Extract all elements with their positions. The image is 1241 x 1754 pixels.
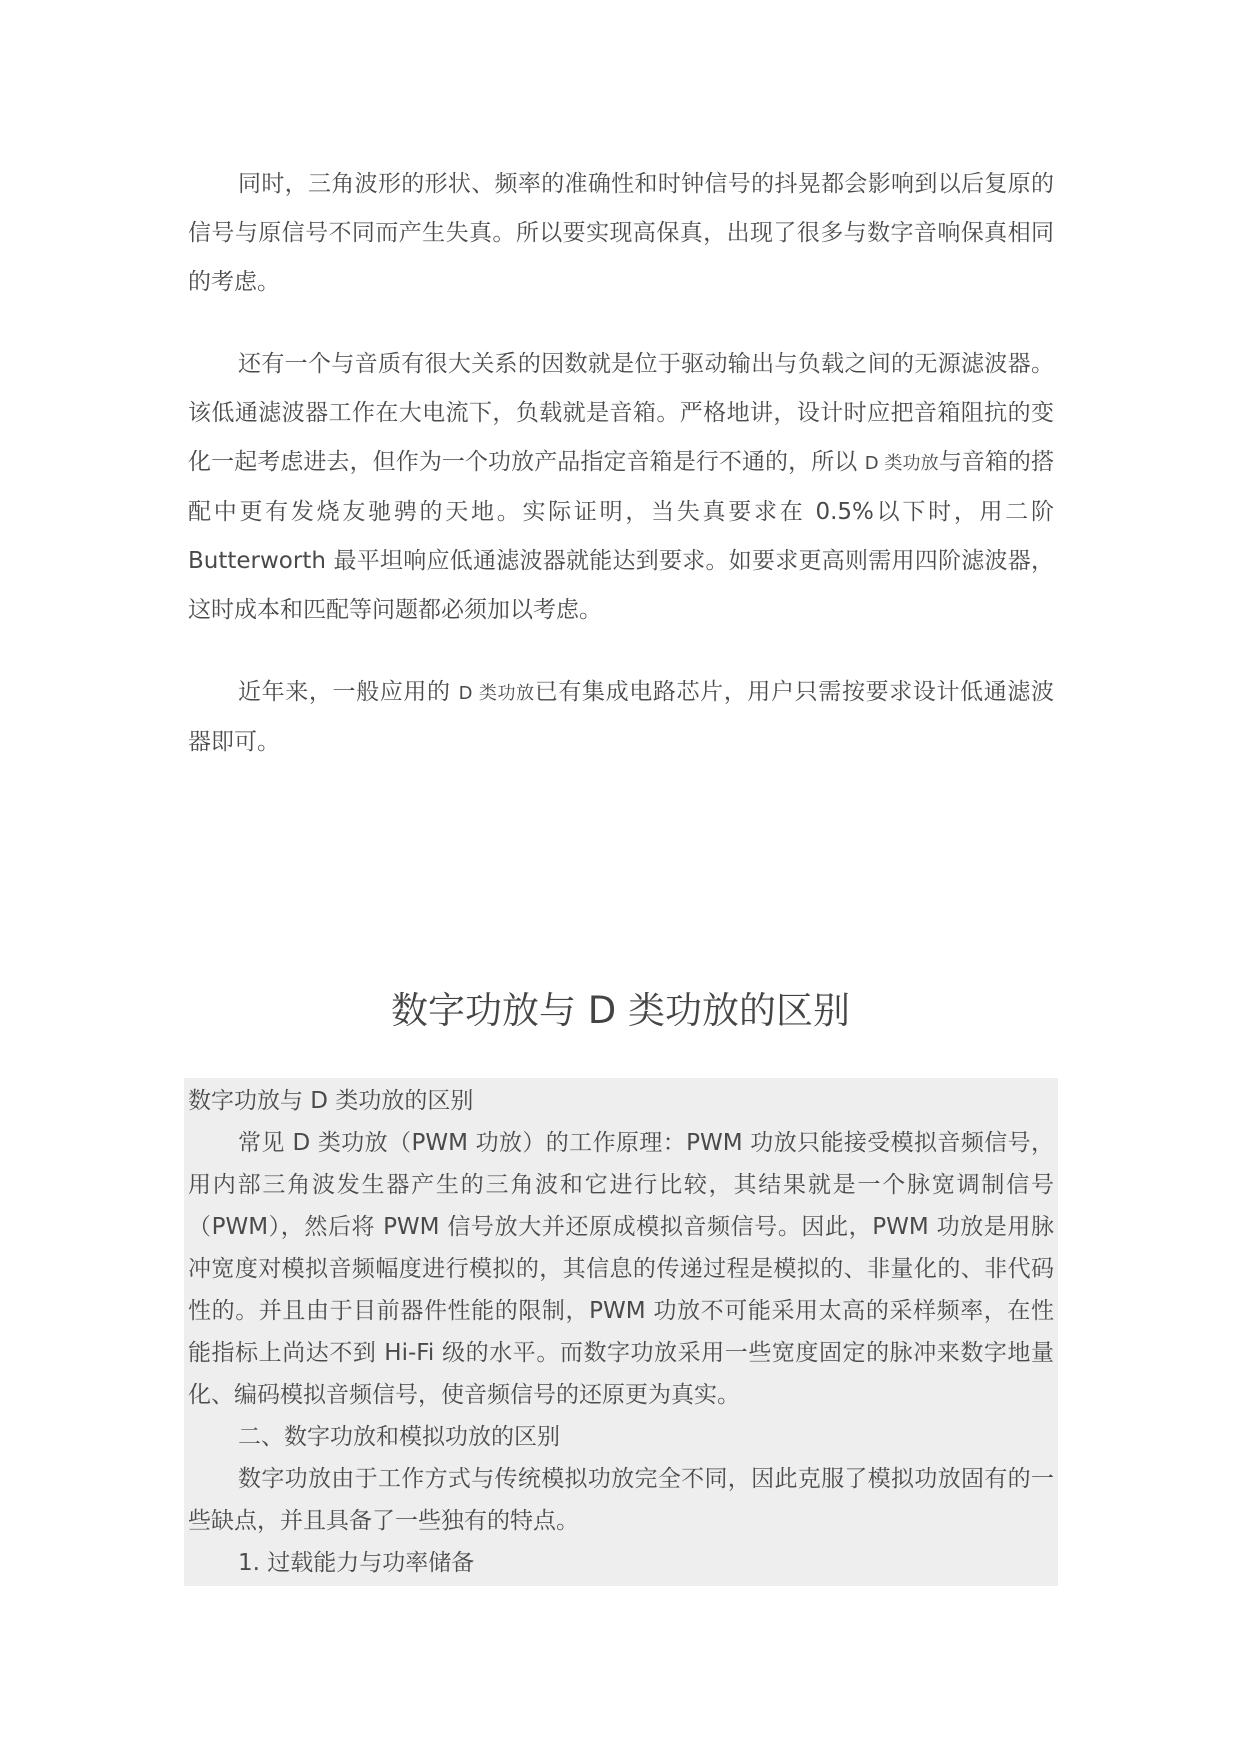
paragraph-passive-filter-part1: 还有一个与音质有很大关系的因数就是位于驱动输出与负载之间的无源滤波器。该低通滤波器工作在大电流下，负载就是音箱。严格地讲，设计时应把音箱阻抗的变化一起考虑进去，但作为一个功放产品指定音箱是行不通的，所以: [188, 351, 1054, 475]
box-list-item-1: 1. 过载能力与功率储备: [238, 1550, 475, 1576]
paragraph-distortion: 同时，三角波形的形状、频率的准确性和时钟信号的抖晃都会影响到以后复原的信号与原信号不同而产生失真。所以要实现高保真，出现了很多与数字音响保真相同的考虑。: [188, 171, 1054, 295]
box-paragraph-pwm: 常见 D 类功放（PWM 功放）的工作原理：PWM 功放只能接受模拟音频信号，用内部三角波发生器产生的三角波和它进行比较，其结果就是一个脉宽调制信号（PWM），然后将 PWM 信号放大并还原成模拟音频信号。因此，PWM 功放是用脉冲宽度对模拟音频幅度进行模拟的，其信息的传递过程是模拟的、非量化的、非代码性的。并且由于目前器件性能的限制，PWM 功放不可能采用太高的采样频率，在性能指标上尚达不到 Hi-Fi 级的水平。而数字功放采用一些宽度固定的脉冲来数字地量化、编码模拟音频信号，使音频信号的还原更为真实。: [188, 1130, 1054, 1408]
box-title: 数字功放与 D 类功放的区别: [188, 1088, 474, 1114]
box-subheading-2: 二、数字功放和模拟功放的区别: [238, 1424, 560, 1450]
paragraph-passive-filter-part2: 与音箱的搭配中更有发烧友驰骋的天地。实际证明，当失真要求在 0.5%以下时，用二阶 Butterworth 最平坦响应低通滤波器就能达到要求。如要求更高则需用四阶滤波器，这时成本和匹配等问题都必须加以考虑。: [188, 449, 1055, 623]
paragraph-integrated-chips: [188, 668, 1054, 767]
paragraph-integrated-chips-part1: 近年来，一般应用的: [238, 679, 459, 705]
class-d-amp-term: D 类功放: [864, 453, 939, 474]
class-d-amp-term: D 类功放: [458, 683, 535, 704]
box-paragraph-digital-vs-analog: 数字功放由于工作方式与传统模拟功放完全不同，因此克服了模拟功放固有的一些缺点，并且具备了一些独有的特点。: [188, 1466, 1054, 1534]
paragraph-integrated-chips-part2: 已有集成电路芯片，用户只需按要求设计低通滤波器即可。: [188, 679, 1054, 755]
quoted-section-box: [184, 1078, 1058, 1586]
paragraph-passive-filter: [188, 340, 1054, 635]
section-heading: 数字功放与 D 类功放的区别: [390, 989, 850, 1032]
